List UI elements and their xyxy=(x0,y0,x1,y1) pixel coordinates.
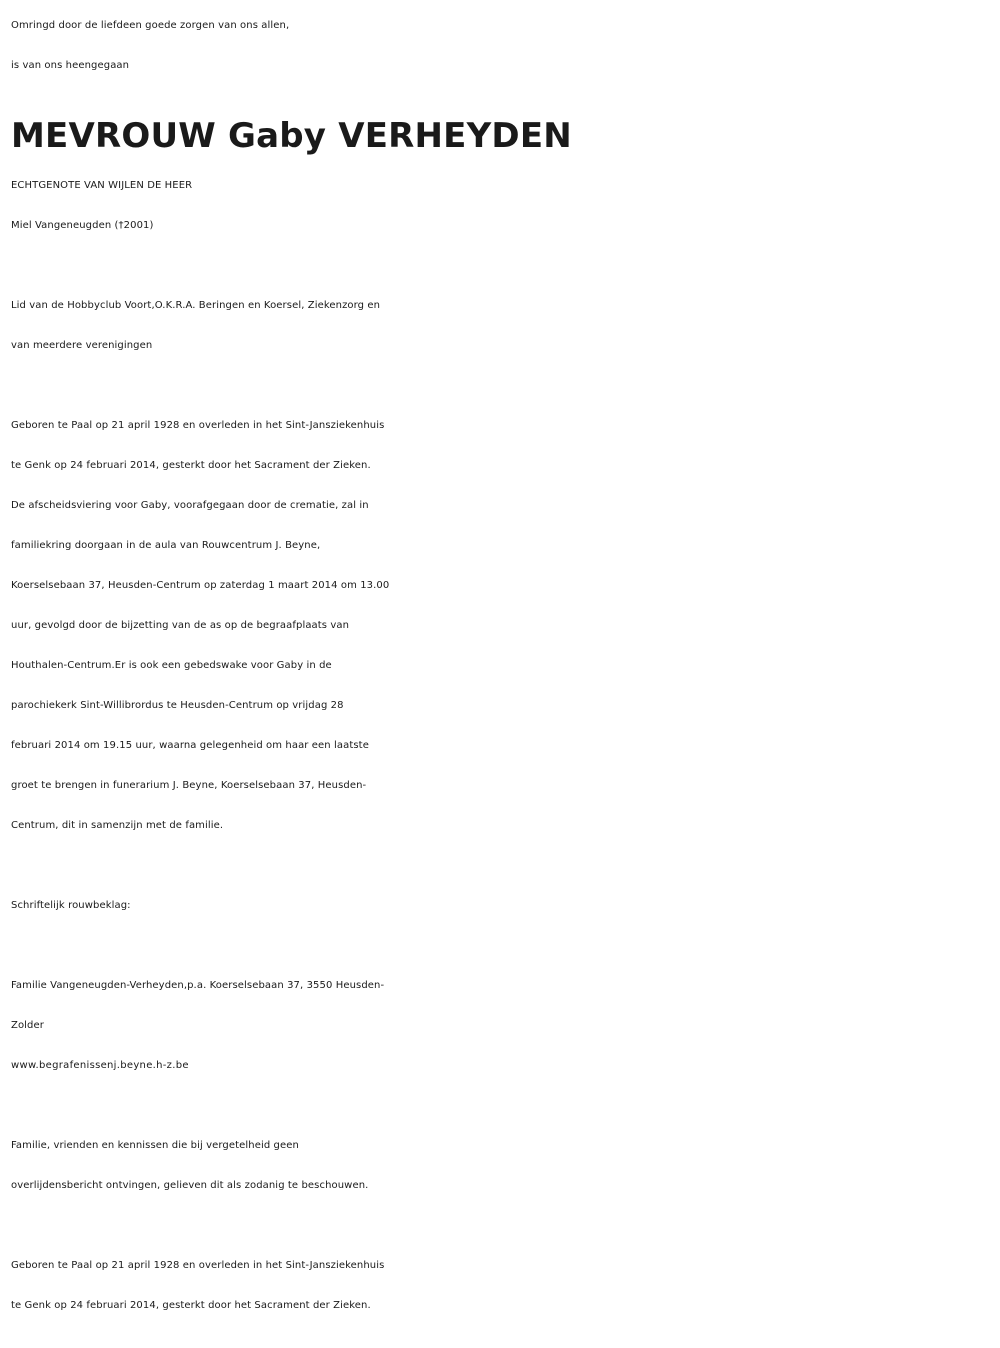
website-link[interactable]: www.begrafenissenj.beyne.h-z.be xyxy=(11,1060,189,1071)
deceased-name: MEVROUW Gaby VERHEYDEN xyxy=(11,116,572,156)
footer-line: te Genk op 24 februari 2014, gesterkt door het Sacrament der Zieken. xyxy=(11,1300,371,1311)
deceased-name-row xyxy=(11,86,993,166)
details-line: uur, gevolgd door de bijzetting van de as op de begraafplaats van xyxy=(11,620,350,631)
membership-line: Lid van de Hobbyclub Voort,O.K.R.A. Beringen en Koersel, Ziekenzorg en xyxy=(11,300,381,311)
details-line: familiekring doorgaan in de aula van Rouwcentrum J. Beyne, xyxy=(11,540,321,551)
spacer xyxy=(11,1206,993,1246)
details-line: Koerselsebaan 37, Heusden-Centrum op zaterdag 1 maart 2014 om 13.00 xyxy=(11,580,390,591)
spouse-line: Miel Vangeneugden (†2001) xyxy=(11,220,154,231)
footer-line: Geboren te Paal op 21 april 1928 en overleden in het Sint-Jansziekenhuis xyxy=(11,1260,385,1271)
details-line: groet te brengen in funerarium J. Beyne, Koerselsebaan 37, Heusden- xyxy=(11,780,367,791)
spacer xyxy=(11,926,993,966)
details-line: februari 2014 om 19.15 uur, waarna gelegenheid om haar een laatste xyxy=(11,740,369,751)
condolences-heading: Schriftelijk rouwbeklag: xyxy=(11,900,131,911)
obituary-notice xyxy=(11,6,993,1326)
details-line: te Genk op 24 februari 2014, gesterkt door het Sacrament der Zieken. xyxy=(11,460,371,471)
details-line: parochiekerk Sint-Willibrordus te Heusden-Centrum op vrijdag 28 xyxy=(11,700,344,711)
intro-line: is van ons heengegaan xyxy=(11,60,130,71)
spacer xyxy=(11,246,993,286)
intro-line: Omringd door de liefdeen goede zorgen van ons allen, xyxy=(11,20,290,31)
details-line: Houthalen-Centrum.Er is ook een gebedswake voor Gaby in de xyxy=(11,660,332,671)
membership-line: van meerdere verenigingen xyxy=(11,340,153,351)
details-line: Centrum, dit in samenzijn met de familie. xyxy=(11,820,224,831)
details-line: De afscheidsviering voor Gaby, voorafgegaan door de crematie, zal in xyxy=(11,500,369,511)
relation-line: ECHTGENOTE VAN WIJLEN DE HEER xyxy=(11,180,193,191)
notice-line: Familie, vrienden en kennissen die bij vergetelheid geen xyxy=(11,1140,299,1151)
address-line: Familie Vangeneugden-Verheyden,p.a. Koerselsebaan 37, 3550 Heusden- xyxy=(11,980,385,991)
notice-line: overlijdensbericht ontvingen, gelieven dit als zodanig te beschouwen. xyxy=(11,1180,369,1191)
details-line: Geboren te Paal op 21 april 1928 en overleden in het Sint-Jansziekenhuis xyxy=(11,420,385,431)
spacer xyxy=(11,366,993,406)
address-line: Zolder xyxy=(11,1020,44,1031)
spacer xyxy=(11,1086,993,1126)
spacer xyxy=(11,846,993,886)
